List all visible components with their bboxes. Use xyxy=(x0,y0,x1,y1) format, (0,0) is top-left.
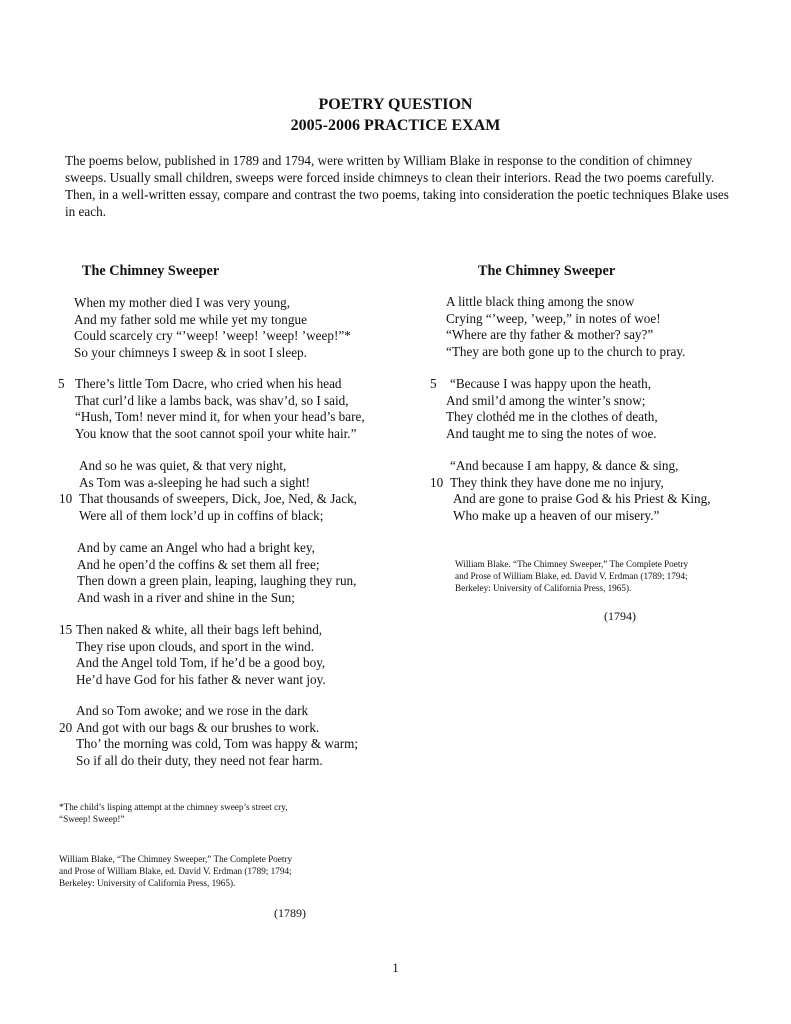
line-text: As Tom was a-sleeping he had such a sight! xyxy=(79,474,311,490)
poem-line xyxy=(75,393,365,410)
poem-line xyxy=(59,719,358,737)
line-text: And taught me to sing the notes of woe. xyxy=(446,425,657,441)
line-text: Were all of them lock’d up in coffins of black; xyxy=(79,507,324,523)
line-text: Crying “’weep, ’weep,” in notes of woe! xyxy=(446,310,661,326)
citation-line: William Blake. “The Chimney Sweeper,” The Complete Poetry xyxy=(455,559,689,569)
poem-line xyxy=(430,474,711,492)
poem1-stanza-3 xyxy=(59,458,357,524)
poem-line xyxy=(79,458,357,475)
poem-line xyxy=(446,426,658,443)
poem-line xyxy=(79,508,357,525)
poem1-stanza-5 xyxy=(59,622,326,688)
poem-line xyxy=(74,345,351,362)
poem1-stanza-4 xyxy=(77,540,356,606)
poem-line xyxy=(77,573,356,590)
line-number: 10 xyxy=(59,491,73,506)
poem2-stanza-2 xyxy=(430,376,658,442)
line-text: And my father sold me while yet my tongue xyxy=(74,311,307,327)
line-number: 20 xyxy=(59,719,73,735)
intro-paragraph: The poems below, published in 1789 and 1794, were written by William Blake in response to the condition of chimney sweeps. Usually small children, sweeps were forced inside chimneys to clean their interiors. Read the two poems carefully. Then, in a well-written essay, compare and contrast the two poems, taking into consideration the poetic techniques Blake uses in each. xyxy=(65,153,729,219)
poem-line xyxy=(75,409,365,426)
citation-line: Berkeley: University of California Press, 1965). xyxy=(455,583,632,593)
line-number: 5 xyxy=(58,376,65,391)
poem-line xyxy=(446,409,658,426)
line-text: Then naked & white, all their bags left behind, xyxy=(76,622,323,637)
poem2-citation xyxy=(455,558,688,594)
line-text: “Because I was happy upon the heath, xyxy=(450,376,652,391)
line-text: So if all do their duty, they need not fear harm. xyxy=(76,752,323,768)
line-text: “Where are thy father & mother? say?” xyxy=(446,327,654,342)
line-text: And so he was quiet, & that very night, xyxy=(79,458,287,473)
line-text: And smil’d among the winter’s snow; xyxy=(446,392,646,408)
poem-line xyxy=(430,376,658,393)
line-text: They think they have done me no injury, xyxy=(450,474,664,490)
poem-line xyxy=(75,426,365,443)
poem1-stanza-1 xyxy=(74,295,351,361)
line-text: Then down a green plain, leaping, laughing they run, xyxy=(77,573,357,588)
poem-line xyxy=(77,590,356,607)
citation-line: and Prose of William Blake, ed. David V. Erdman (1789; 1794; xyxy=(455,571,688,581)
poem2-stanza-3 xyxy=(430,458,711,524)
citation-line: William Blake, “The Chimney Sweeper,” The Complete Poetry xyxy=(59,854,293,864)
line-text: That curl’d like a lambs back, was shav’d, so I said, xyxy=(75,392,349,408)
poem-line xyxy=(58,376,365,393)
line-number: 5 xyxy=(430,376,437,391)
poem-line xyxy=(76,703,358,720)
page-title: POETRY QUESTION xyxy=(318,96,473,113)
poem1-stanza-6 xyxy=(59,703,359,769)
poem-line xyxy=(446,311,685,328)
line-text: “And because I am happy, & dance & sing, xyxy=(450,458,679,473)
poem2-title: The Chimney Sweeper xyxy=(478,263,616,279)
line-text: “They are both gone up to the church to pray. xyxy=(446,343,686,359)
footnote-line: “Sweep! Sweep!” xyxy=(59,814,125,824)
poem-line xyxy=(446,294,685,311)
poem-line xyxy=(446,344,685,361)
page-subtitle: 2005-2006 PRACTICE EXAM xyxy=(290,117,501,134)
line-text: Could scarcely cry “’weep! ’weep! ’weep! ’weep!”* xyxy=(74,328,351,343)
poem1-year: (1789) xyxy=(274,906,306,920)
line-text: Who make up a heaven of our misery.” xyxy=(453,507,660,523)
poem-line xyxy=(77,540,356,557)
poem-line xyxy=(76,736,358,753)
poem-line xyxy=(74,328,351,345)
poem-line xyxy=(76,639,326,656)
poem-line xyxy=(59,491,357,508)
line-text: “Hush, Tom! never mind it, for when your head’s bare, xyxy=(75,409,365,424)
poem2-year: (1794) xyxy=(604,609,636,623)
poem2-stanza-1 xyxy=(446,294,685,360)
line-text: And wash in a river and shine in the Sun; xyxy=(77,589,295,605)
poem1-title: The Chimney Sweeper xyxy=(82,263,220,279)
line-number: 10 xyxy=(430,474,444,490)
line-number: 15 xyxy=(59,622,73,637)
poem-line xyxy=(77,557,356,574)
line-text: And he open’d the coffins & set them all free; xyxy=(77,556,320,572)
line-text: And the Angel told Tom, if he’d be a good boy, xyxy=(76,655,326,670)
line-text: There’s little Tom Dacre, who cried when his head xyxy=(75,376,342,391)
citation-line: Berkeley: University of California Press, 1965). xyxy=(59,878,236,888)
poem1-stanza-2 xyxy=(58,376,365,442)
line-text: And so Tom awoke; and we rose in the dark xyxy=(76,703,309,718)
line-text: They clothéd me in the clothes of death, xyxy=(446,409,658,424)
poem-line xyxy=(59,622,326,639)
poem1-citation xyxy=(59,853,292,889)
line-text: You know that the soot cannot spoil your white hair.” xyxy=(75,425,357,441)
footnote-line: *The child’s lisping attempt at the chimney sweep’s street cry, xyxy=(59,802,288,812)
line-text: And got with our bags & our brushes to work. xyxy=(76,719,320,735)
poem-line xyxy=(79,475,357,492)
poem1-footnote xyxy=(59,801,288,825)
line-text: So your chimneys I sweep & in soot I sleep. xyxy=(74,344,307,360)
poem-line xyxy=(450,491,711,508)
poem-line xyxy=(74,295,351,312)
poem-line xyxy=(76,655,326,672)
line-text: When my mother died I was very young, xyxy=(74,295,291,310)
line-text: And by came an Angel who had a bright key, xyxy=(77,540,315,555)
line-text: Tho’ the morning was cold, Tom was happy & warm; xyxy=(76,736,359,751)
poem-line xyxy=(76,753,358,770)
line-text: That thousands of sweepers, Dick, Joe, Ned, & Jack, xyxy=(79,491,357,506)
line-text: He’d have God for his father & never want joy. xyxy=(76,671,326,687)
line-text: A little black thing among the snow xyxy=(446,294,635,309)
poem-line xyxy=(74,312,351,329)
citation-line: and Prose of William Blake, ed. David V. Erdman (1789; 1794; xyxy=(59,866,292,876)
poem-line xyxy=(450,508,711,525)
poem-line xyxy=(446,393,658,410)
page-number: 1 xyxy=(392,960,399,975)
poem-line xyxy=(446,327,685,344)
poem-line xyxy=(76,672,326,689)
poem-line xyxy=(450,458,711,475)
poem1-body xyxy=(74,295,351,361)
line-text: And are gone to praise God & his Priest & King, xyxy=(453,491,711,506)
line-text: They rise upon clouds, and sport in the wind. xyxy=(76,638,315,654)
